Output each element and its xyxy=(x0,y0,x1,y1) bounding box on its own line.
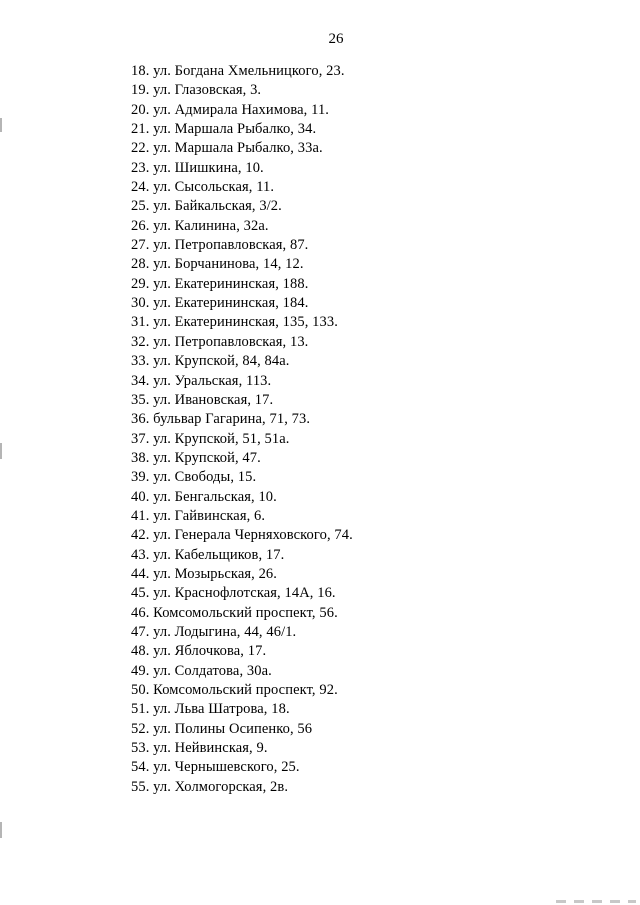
list-item: 34. ул. Уральская, 113. xyxy=(131,372,272,389)
list-item: 54. ул. Чернышевского, 25. xyxy=(131,759,300,776)
list-item: 24. ул. Сысольская, 11. xyxy=(131,179,275,196)
list-item: 52. ул. Полины Осипенко, 56 xyxy=(131,720,313,737)
list-item: 26. ул. Калинина, 32а. xyxy=(131,217,269,234)
list-item: 18. ул. Богдана Хмельницкого, 23. xyxy=(131,63,345,79)
list-item: 28. ул. Борчанинова, 14, 12. xyxy=(131,256,304,273)
list-item: 37. ул. Крупской, 51, 51а. xyxy=(131,430,290,447)
list-item: 51. ул. Льва Шатрова, 18. xyxy=(131,701,290,718)
scan-margin-mark xyxy=(0,822,2,838)
page-number: 26 xyxy=(328,31,344,47)
list-item: 23. ул. Шишкина, 10. xyxy=(131,159,264,176)
list-item: 19. ул. Глазовская, 3. xyxy=(131,82,262,99)
list-item: 43. ул. Кабельщиков, 17. xyxy=(131,546,285,563)
list-item: 21. ул. Маршала Рыбалко, 34. xyxy=(131,121,317,138)
list-item: 46. Комсомольский проспект, 56. xyxy=(131,604,338,621)
list-item: 55. ул. Холмогорская, 2в. xyxy=(131,778,289,795)
list-item: 48. ул. Яблочкова, 17. xyxy=(131,643,267,660)
list-item: 31. ул. Екатерининская, 135, 133. xyxy=(131,314,338,331)
list-item: 29. ул. Екатерининская, 188. xyxy=(131,275,309,292)
list-item: 47. ул. Лодыгина, 44, 46/1. xyxy=(131,623,297,640)
list-item: 38. ул. Крупской, 47. xyxy=(131,449,261,466)
list-item: 22. ул. Маршала Рыбалко, 33а. xyxy=(131,140,323,157)
list-item: 36. бульвар Гагарина, 71, 73. xyxy=(131,411,311,428)
list-item: 49. ул. Солдатова, 30а. xyxy=(131,662,272,679)
list-item: 20. ул. Адмирала Нахимова, 11. xyxy=(131,101,330,118)
list-item: 41. ул. Гайвинская, 6. xyxy=(131,507,266,524)
list-item: 30. ул. Екатерининская, 184. xyxy=(131,295,309,312)
list-item: 53. ул. Нейвинская, 9. xyxy=(131,740,268,757)
list-item: 27. ул. Петропавловская, 87. xyxy=(131,237,309,254)
list-item: 33. ул. Крупской, 84, 84а. xyxy=(131,353,290,370)
list-item: 44. ул. Мозырьская, 26. xyxy=(131,565,278,582)
scan-margin-mark xyxy=(0,118,2,132)
address-list xyxy=(131,62,353,797)
list-item: 50. Комсомольский проспект, 92. xyxy=(131,682,338,698)
list-item: 45. ул. Краснофлотская, 14А, 16. xyxy=(131,585,336,602)
scan-corner-mark xyxy=(556,900,636,903)
list-item: 25. ул. Байкальская, 3/2. xyxy=(131,198,282,215)
scan-margin-mark xyxy=(0,443,2,459)
list-item: 42. ул. Генерала Черняховского, 74. xyxy=(131,527,353,544)
list-item: 32. ул. Петропавловская, 13. xyxy=(131,333,309,350)
list-item: 40. ул. Бенгальская, 10. xyxy=(131,488,277,505)
list-item: 39. ул. Свободы, 15. xyxy=(131,469,257,486)
list-item: 35. ул. Ивановская, 17. xyxy=(131,391,274,408)
